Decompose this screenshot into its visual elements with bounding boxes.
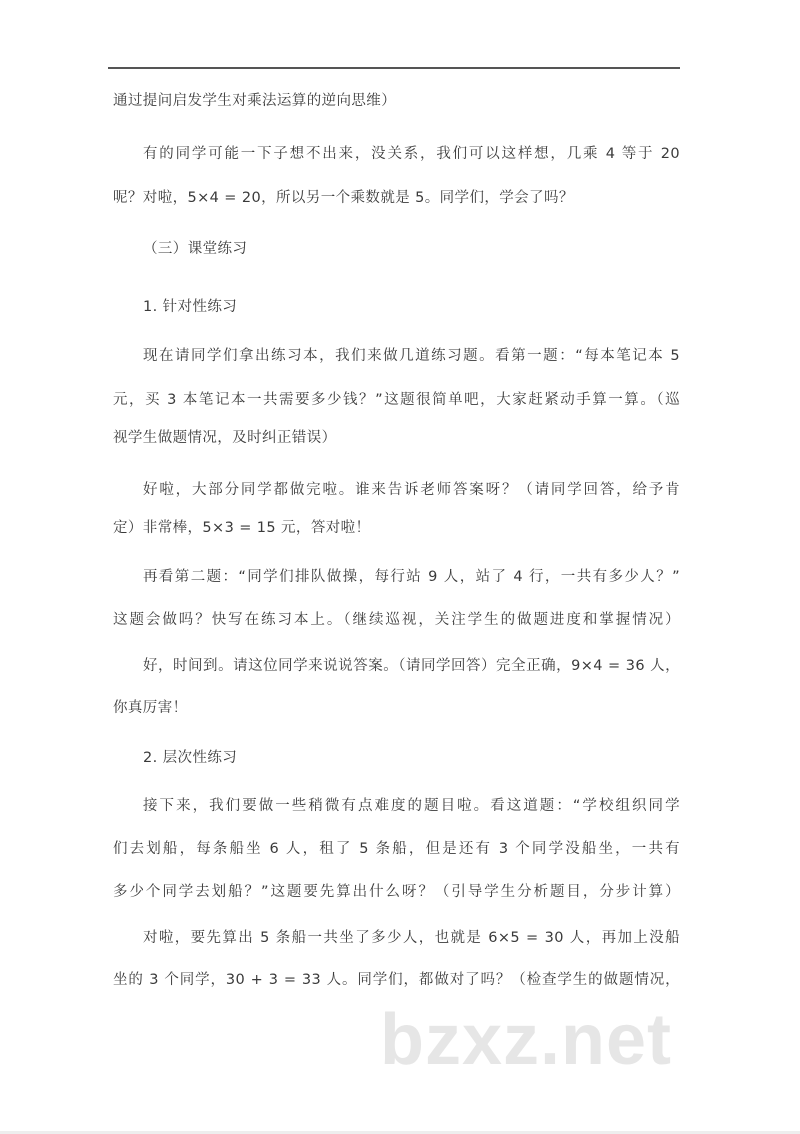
- text-line: 再看第二题：“同学们排队做操，每行站 9 人，站了 4 行，一共有多少人？”: [143, 569, 680, 585]
- text-line: 通过提问启发学生对乘法运算的逆向思维）: [113, 93, 397, 109]
- text-line: 有的同学可能一下子想不出来，没关系，我们可以这样想，几乘 4 等于 20: [143, 146, 680, 162]
- text-line: 好，时间到。请这位同学来说说答案。（请同学回答）完全正确，9×4 = 36 人，: [143, 658, 680, 674]
- text-line: 好啦，大部分同学都做完啦。谁来告诉老师答案呀？（请同学回答，给予肯: [143, 482, 680, 498]
- text-line: 2. 层次性练习: [143, 750, 238, 766]
- text-line: 多少个同学去划船？”这题要先算出什么呀？（引导学生分析题目，分步计算）: [113, 884, 680, 900]
- header-rule: [108, 67, 680, 69]
- text-line: 1. 针对性练习: [143, 299, 238, 315]
- text-line: 呢？对啦，5×4 = 20，所以另一个乘数就是 5。同学们，学会了吗？: [113, 190, 574, 206]
- text-line: 你真厉害！: [113, 700, 188, 716]
- text-line: 们去划船，每条船坐 6 人，租了 5 条船，但是还有 3 个同学没船坐，一共有: [113, 841, 680, 857]
- text-line: 现在请同学们拿出练习本，我们来做几道练习题。看第一题：“每本笔记本 5: [143, 348, 680, 364]
- watermark: bzxz.net: [380, 1000, 673, 1080]
- text-line: 接下来，我们要做一些稍微有点难度的题目啦。看这道题：“学校组织同学: [143, 798, 680, 814]
- text-line: 这题会做吗？快写在练习本上。（继续巡视，关注学生的做题进度和掌握情况）: [113, 612, 680, 628]
- text-line: 视学生做题情况，及时纠正错误）: [113, 430, 337, 446]
- text-line: 坐的 3 个同学，30 + 3 = 33 人。同学们，都做对了吗？（检查学生的做题情况，: [113, 972, 680, 988]
- text-line: 对啦，要先算出 5 条船一共坐了多少人，也就是 6×5 = 30 人，再加上没船: [143, 930, 680, 946]
- text-line: 定）非常棒，5×3 = 15 元，答对啦！: [113, 520, 371, 536]
- text-line: 元，买 3 本笔记本一共需要多少钱？”这题很简单吧，大家赶紧动手算一算。（巡: [113, 392, 680, 408]
- text-line: （三）课堂练习: [143, 241, 248, 257]
